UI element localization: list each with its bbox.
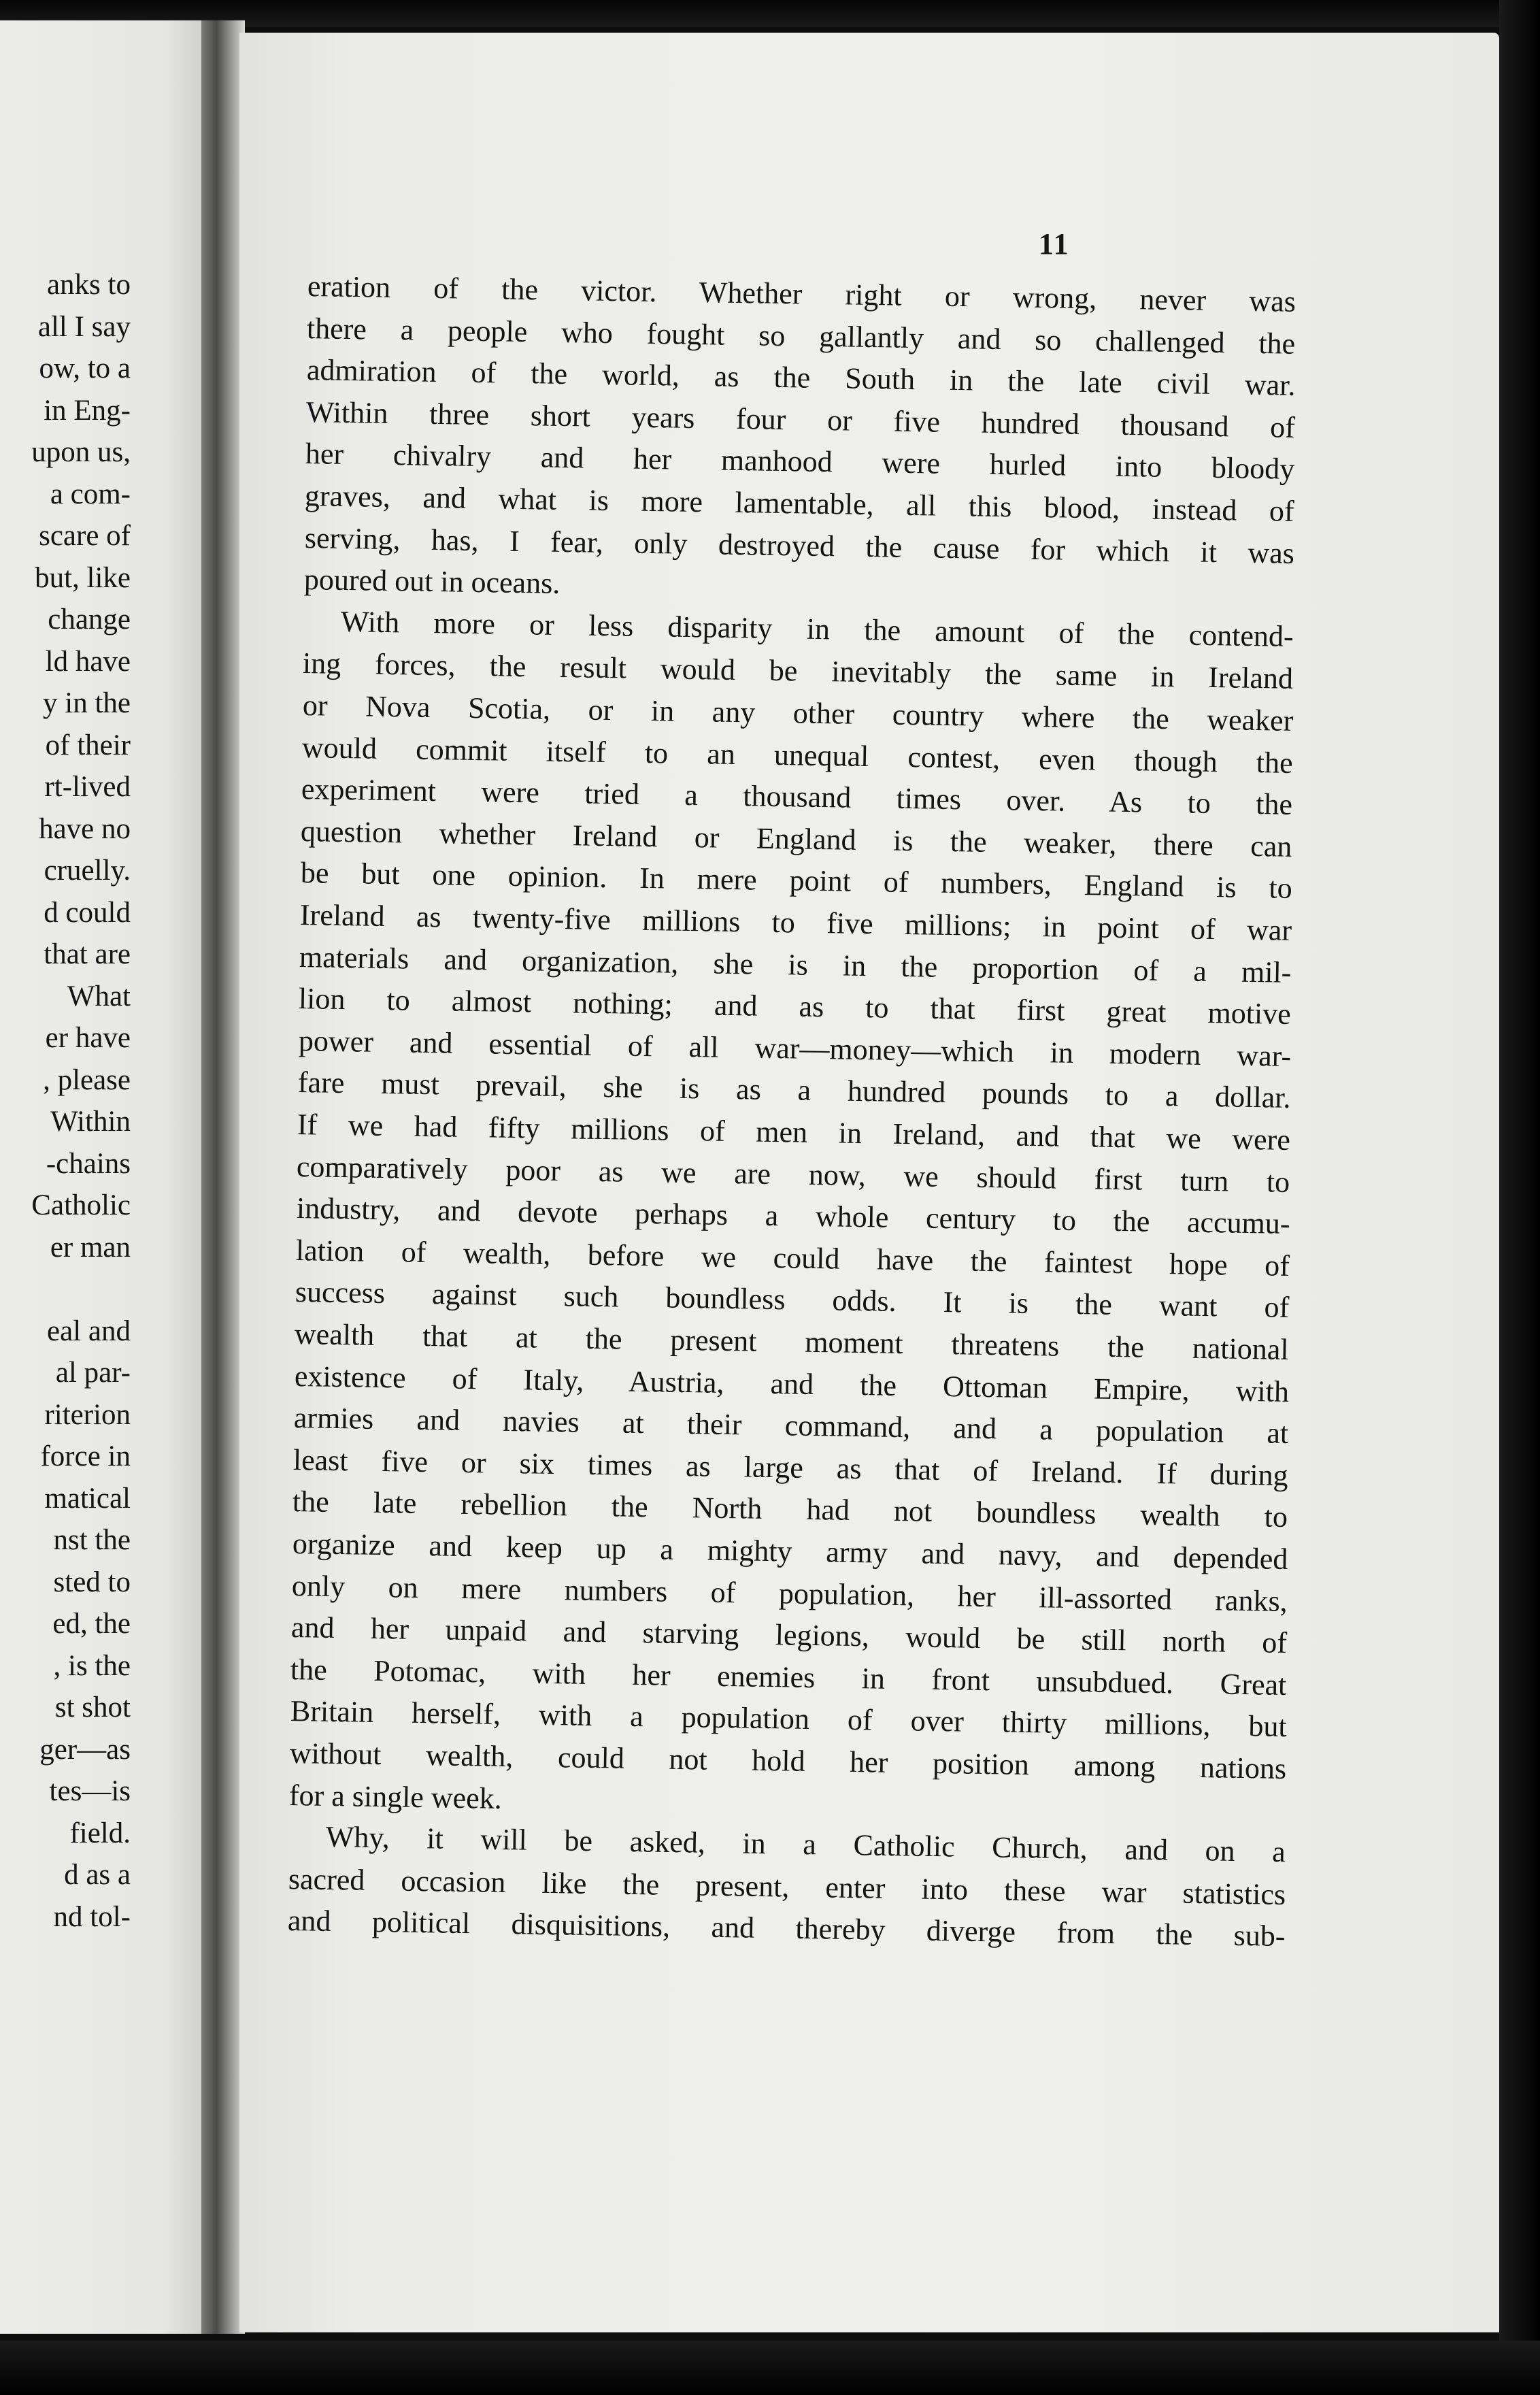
left-page-line: sted to xyxy=(53,1566,131,1598)
text-line: question whether Ireland or England is the weaker, there can xyxy=(300,814,1293,863)
text-line: wealth that at the present moment threatens the national xyxy=(294,1317,1290,1366)
left-page-line: change xyxy=(48,604,131,635)
left-page-line: -chains xyxy=(46,1147,131,1180)
text-line: admiration of the world, as the South in the late civil war. xyxy=(306,353,1296,403)
left-page-line: ed, the xyxy=(52,1608,131,1640)
text-line: poured out in oceans. xyxy=(303,563,560,601)
left-page-line: of their xyxy=(45,729,131,761)
left-page-line: tes—is xyxy=(49,1775,131,1807)
left-page-line: Within xyxy=(50,1106,131,1138)
left-page-line: What xyxy=(67,980,131,1012)
left-page-line: have no xyxy=(39,812,131,845)
text-line: her chivalry and her manhood were hurled into bloody xyxy=(305,437,1295,486)
left-page-line: ow, to a xyxy=(39,352,131,384)
left-page-line: al par- xyxy=(55,1357,131,1389)
text-line: organize and keep up a mighty army and navy, and depended xyxy=(292,1527,1288,1576)
text-line: Within three short years four or five hundred thousand of xyxy=(305,395,1296,444)
left-page-line: riterion xyxy=(44,1398,131,1431)
text-line: fare must prevail, she is as a hundred pounds to a dollar. xyxy=(297,1066,1291,1115)
left-page-line: rt-lived xyxy=(44,771,131,803)
text-line: lion to almost nothing; and as to that first great motive xyxy=(298,982,1292,1031)
text-line: would commit itself to an unequal contest, even though the xyxy=(301,730,1293,780)
left-page-line: force in xyxy=(40,1440,131,1472)
text-line: materials and organization, she is in the proportion of a mil- xyxy=(299,940,1292,989)
left-page-line: st shot xyxy=(54,1691,131,1723)
text-line: and her unpaid and starving legions, would be still north of xyxy=(290,1611,1288,1660)
book-gutter-shadow xyxy=(201,20,245,2334)
text-line: without wealth, could not hold her position among nations xyxy=(289,1736,1287,1786)
text-line: experiment were tried a thousand times over. As to the xyxy=(301,772,1293,822)
left-page-line: but, like xyxy=(35,561,131,594)
text-line: and political disquisitions, and thereby diverge from the sub- xyxy=(287,1904,1286,1953)
left-page-line: , please xyxy=(43,1063,131,1096)
left-page-line: ger—as xyxy=(39,1733,131,1766)
text-line: sacred occasion like the present, enter into these war statistics xyxy=(288,1862,1286,1911)
left-facing-page xyxy=(0,20,204,2334)
text-line: there a people who fought so gallantly and so challenged the xyxy=(306,311,1296,361)
left-page-line: all I say xyxy=(37,310,131,343)
left-page-line: in Eng- xyxy=(44,394,131,427)
text-line: lation of wealth, before we could have the faintest hope of xyxy=(295,1233,1290,1283)
left-page-line: nst the xyxy=(53,1524,131,1556)
text-line: ing forces, the result would be inevitably the same in Ireland xyxy=(302,646,1294,696)
left-page-line: anks to xyxy=(46,269,131,301)
text-line: eration of the victor. Whether right or wrong, never was xyxy=(307,269,1296,318)
left-page-text-fragments xyxy=(31,264,131,1938)
text-line: armies and navies at their command, and a population at xyxy=(293,1401,1289,1451)
text-line: Why, it will be asked, in a Catholic Church, and on a xyxy=(325,1820,1286,1869)
text-line: power and essential of all war—money—which in modern war- xyxy=(298,1023,1292,1073)
text-line: only on mere numbers of population, her ill-assorted ranks, xyxy=(291,1568,1288,1618)
left-page-line xyxy=(31,1268,131,1310)
left-page-line: that are xyxy=(44,938,131,970)
left-page-line: upon us, xyxy=(31,436,131,468)
scan-background-right xyxy=(1499,0,1540,2395)
text-line: industry, and devote perhaps a whole century to the accumu- xyxy=(296,1191,1290,1241)
left-page-line: ld have xyxy=(45,645,131,678)
left-page-line: field. xyxy=(69,1817,131,1849)
text-line: the late rebellion the North had not boundless wealth to xyxy=(292,1485,1288,1534)
text-line: least five or six times as large as that of Ireland. If during xyxy=(292,1442,1289,1492)
text-line: be but one opinion. In mere point of numbers, England is to xyxy=(300,856,1292,906)
text-line: With more or less disparity in the amount of the contend- xyxy=(340,604,1294,653)
text-line: or Nova Scotia, or in any other country where the weaker xyxy=(302,689,1294,738)
text-line: comparatively poor as we are now, we should first turn to xyxy=(296,1149,1290,1199)
left-page-line: er have xyxy=(45,1022,131,1054)
left-page-line: cruelly. xyxy=(44,855,131,887)
text-line: serving, has, I fear, only destroyed the cause for which it was xyxy=(304,521,1294,570)
text-line: the Potomac, with her enemies in front unsubdued. Great xyxy=(290,1652,1288,1702)
text-line: graves, and what is more lamentable, all this blood, instead of xyxy=(304,479,1295,528)
text-line: Ireland as twenty-five millions to five millions; in point of war xyxy=(299,898,1292,947)
text-line: Britain herself, with a population of over thirty millions, but xyxy=(290,1694,1287,1744)
text-line: success against such boundless odds. It is the want of xyxy=(295,1275,1290,1325)
left-page-line: scare of xyxy=(39,520,131,552)
left-page-line: nd tol- xyxy=(53,1900,131,1933)
left-page-line: d could xyxy=(44,896,131,929)
left-page-line: matical xyxy=(44,1482,131,1515)
left-page-line: a com- xyxy=(50,478,131,510)
page-number: 11 xyxy=(1039,227,1070,261)
text-line: for a single week. xyxy=(288,1778,503,1815)
text-line: existence of Italy, Austria, and the Ottoman Empire, with xyxy=(294,1359,1289,1408)
left-page-line: d as a xyxy=(64,1859,131,1891)
left-page-line: eal and xyxy=(47,1315,131,1347)
scan-background-bottom xyxy=(0,2341,1540,2395)
left-page-line: er man xyxy=(50,1231,131,1263)
left-page-line: , is the xyxy=(53,1649,131,1682)
text-line: If we had fifty millions of men in Ireland, and that we were xyxy=(297,1108,1291,1157)
left-page-line: y in the xyxy=(43,687,131,719)
left-page-line: Catholic xyxy=(31,1189,131,1221)
